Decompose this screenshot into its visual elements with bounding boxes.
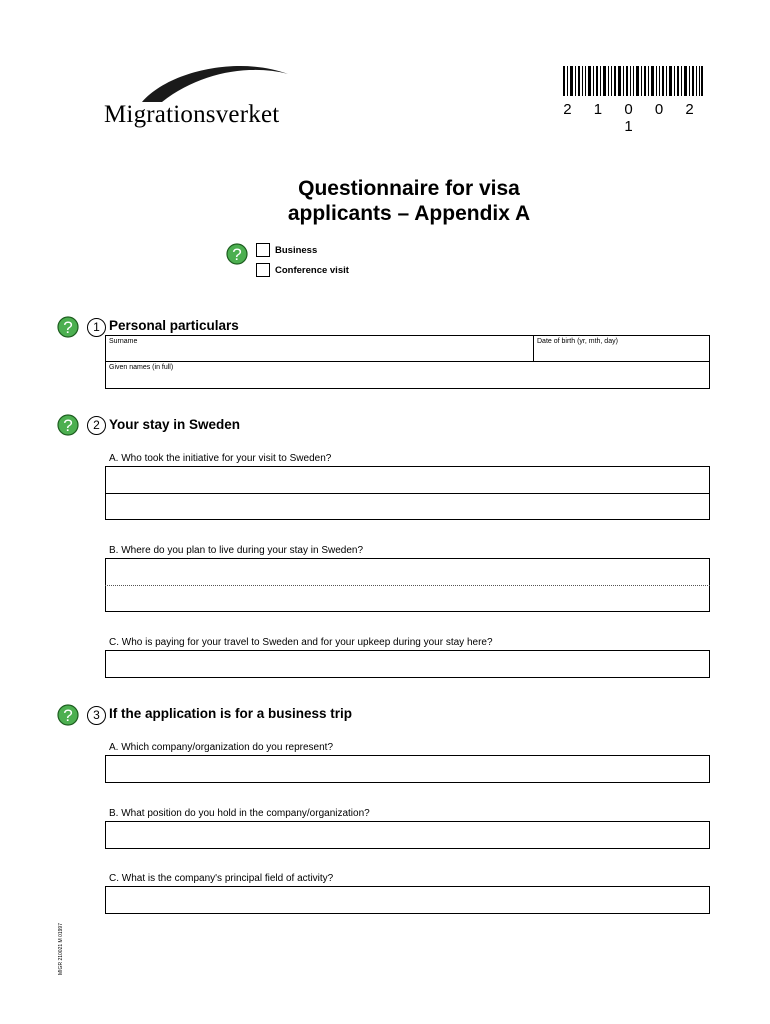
question-3b: B. What position do you hold in the company/organization? <box>109 808 370 819</box>
answer-3a-field[interactable] <box>105 755 710 783</box>
question-2b: B. Where do you plan to live during your stay in Sweden? <box>109 545 364 556</box>
section3-number: 3 <box>87 706 106 725</box>
date-of-birth-label: Date of birth (yr, mth, day) <box>537 338 618 345</box>
svg-text:?: ? <box>63 318 73 337</box>
conference-visit-label: Conference visit <box>275 265 349 276</box>
barcode <box>563 66 703 104</box>
page-title-line2: applicants – Appendix A <box>287 202 531 225</box>
business-checkbox[interactable] <box>256 243 270 257</box>
conference-visit-checkbox[interactable] <box>256 263 270 277</box>
help-icon-section3[interactable] <box>57 704 79 726</box>
surname-field[interactable] <box>106 347 532 360</box>
answer-2c-field[interactable] <box>105 650 710 678</box>
help-icon-section2[interactable] <box>57 414 79 436</box>
logo-text: Migrationsverket <box>104 101 280 128</box>
page-title-line1: Questionnaire for visa <box>298 177 520 200</box>
question-2c: C. Who is paying for your travel to Sweden and for your upkeep during your stay here? <box>109 637 493 648</box>
section2-number: 2 <box>87 416 106 435</box>
section2-title: Your stay in Sweden <box>109 417 241 432</box>
help-icon-section1[interactable] <box>57 316 79 338</box>
answer-2a-divider <box>105 493 710 494</box>
question-3a: A. Which company/organization do you represent? <box>109 742 334 753</box>
question-3c: C. What is the company's principal field of activity? <box>109 873 334 884</box>
answer-3c-field[interactable] <box>105 886 710 914</box>
form-code: MIGR 210021 M 01997 <box>58 923 64 975</box>
section1-title: Personal particulars <box>109 318 239 333</box>
svg-text:?: ? <box>63 416 73 435</box>
svg-text:?: ? <box>63 706 73 725</box>
section1-number: 1 <box>87 318 106 337</box>
help-icon-purpose[interactable] <box>226 243 248 265</box>
business-label: Business <box>275 245 318 256</box>
surname-label: Surname <box>109 338 138 345</box>
date-of-birth-field[interactable] <box>534 347 709 360</box>
logo-arc <box>140 62 290 104</box>
barcode-number: 2 1 0 0 2 1 <box>563 101 703 135</box>
given-names-label: Given names (in full) <box>109 364 174 371</box>
section3-title: If the application is for a business trip <box>109 706 353 721</box>
svg-text:?: ? <box>232 245 242 264</box>
answer-3b-field[interactable] <box>105 821 710 849</box>
page-title <box>0 176 770 226</box>
question-2a: A. Who took the initiative for your visit to Sweden? <box>109 453 332 464</box>
given-names-field[interactable] <box>106 373 709 388</box>
answer-2b-divider <box>105 585 710 586</box>
section1-row-divider <box>105 361 710 362</box>
